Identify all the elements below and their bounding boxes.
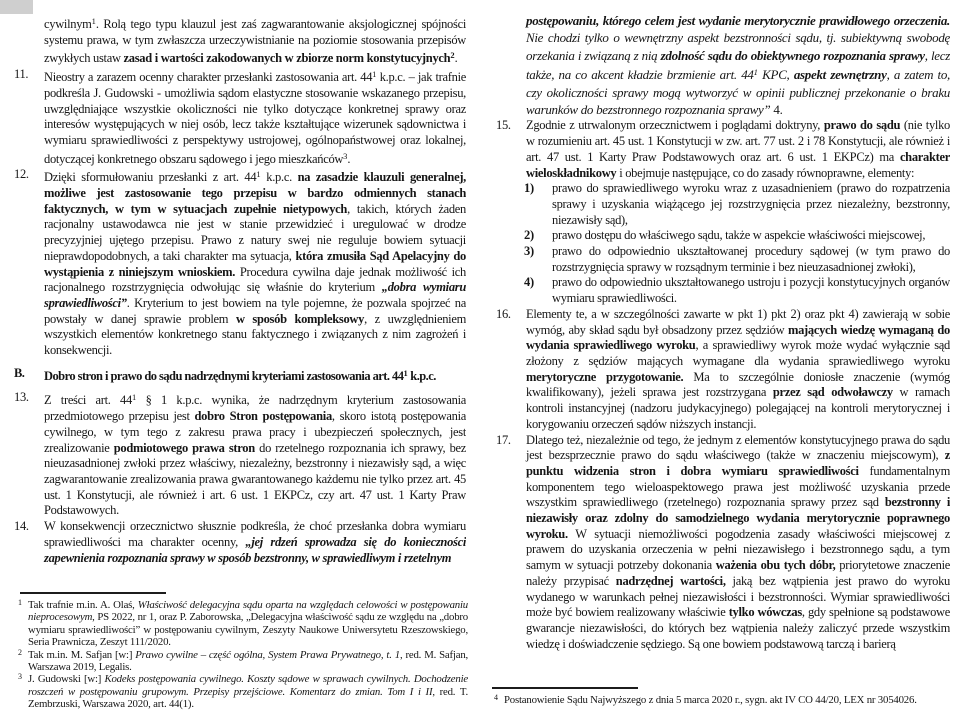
text-run: prawo do odpowiednio ukształtowanej procedury sądowej (w tym prawo do rozstrzygnięcia sprawy w rozsądnym terminie i bez nieuzasadnionej zwłoki), <box>552 244 950 274</box>
text-run: , red. T. Zembrzuski, Warszawa 2020, art. 44(1). <box>28 685 468 711</box>
paragraph-text <box>44 17 466 65</box>
paragraph <box>14 67 466 167</box>
footnote-text <box>28 673 468 710</box>
paragraph <box>496 275 950 306</box>
text-run: w ramach kontroli instancyjnej (nadzoru judykacyjnego) polegającej na kontroli merytorycznej i korygowaniu orzeczeń sądów niższych instancji. <box>526 385 950 431</box>
text-run: k.p.c. <box>407 368 436 383</box>
text-run: , PS 2022, nr 1, oraz P. Zaborowska, „Delegacyjna właściwość sądu ze względu na „dobro wymiaru sprawiedliwości” w postępowaniu cywilnym, Zeszyty Naukowe Uniwersytetu Rzeszowskiego, Seria Prawnicza, Zeszyt 111/2020. <box>28 611 468 649</box>
paragraph <box>496 181 950 228</box>
text-run: „jej rdzeń sprowadza się do konieczności zapewnienia rozpoznania sprawy w sposób bezstronny, w sprawiedliwym i rzetelnym <box>44 534 466 565</box>
text-run: Dlatego też, niezależnie od tego, że jednym z elementów konstytucyjnego prawa do sądu jest bezsprzecznie prawo do sądu właściwego (także w znaczeniu miejscowym), <box>526 432 950 463</box>
text-run: . Rolą tego typu klauzul jest zaś zagwarantowanie aksjologicznej spójności systemu prawa, w tym zwłaszcza urzeczywistnianie na poziomie stosowania przepisów zwykłych ustaw <box>44 17 466 66</box>
text-run: , skoro istotą postępowania cywilnego, w tym tego z zakresu prawa pracy i ubezpieczeń społecznych, jest zrealizowanie <box>44 409 466 455</box>
paragraph-number: 17. <box>496 432 511 447</box>
footnote <box>16 649 468 674</box>
footnote-marker: 4 <box>494 694 498 702</box>
text-run: 1 <box>91 16 96 26</box>
text-run: charakter wieloskładnikowy <box>526 149 950 180</box>
text-run: 2 <box>450 50 455 61</box>
text-run: merytoryczne przygotowanie. <box>526 369 684 384</box>
text-run: , takich, których żaden racjonalny ustawodawca nie jest w stanie przewidzieć i uregulować w drodze precyzyjniej ujętego przepisu. Prawo z natury swej nie reguluje bowiem sytuacji nieprawdopodobnych, a taki charakter ma sytuacja, <box>44 201 466 263</box>
paragraph-text <box>44 393 466 517</box>
text-run: Tak trafnie m.in. A. Olaś, <box>28 599 138 611</box>
paragraph-number: 13. <box>14 390 29 405</box>
paragraph-number: 4) <box>524 275 534 290</box>
text-run: 1 <box>256 169 261 180</box>
footnote <box>16 673 468 710</box>
text-run: Nie chodzi tylko o wewnętrzny aspekt bezstronności sądu, tj. subiektywną swobodę orzekania i związaną z nią <box>526 30 950 63</box>
text-run: w sposób kompleksowy <box>235 311 365 326</box>
text-run: zasad i wartości zakodowanych w zbiorze norm konstytucyjnych <box>123 51 451 66</box>
text-run: priorytetowe znaczenie należy przypisać <box>526 558 950 588</box>
text-column-left <box>14 14 466 592</box>
footnote-separator-right <box>492 687 638 689</box>
text-run: k.p.c. – jak trafnie podkreśla J. Gudowski - umożliwia sądom elastyczne stosowanie wskazanego przepisu, uwzględniające wszystkie okoliczności nie tylko dotyczące konkretnej sprawy oraz interesów występujących w niej osób, lecz także kształtujące wizerunek sądownictwa i wymiaru sprawiedliwości z perspektywy ustrojowej, ogólnopaństwowej oraz lokalnej, dotyczącej konkretnego obszaru sądowego i jego mieszkańców <box>44 70 466 166</box>
paragraph-text <box>552 181 950 226</box>
text-run: Zgodnie z utrwalonym orzecznictwem i poglądami doktryny, <box>526 118 824 133</box>
text-run: Elementy te, a w szczególności zawarte w pkt 1) pkt 2) oraz pkt 4) zawierają w sobie wymóg, aby skład sądu był obsadzony przez sędziów <box>526 306 950 337</box>
paragraph-text <box>526 13 950 117</box>
footnotes-left <box>16 599 468 715</box>
text-run: , lecz także, na co akcent kładzie brzmienie art. 44 <box>526 47 950 83</box>
footnotes-right <box>492 694 952 718</box>
paragraph-number: 2) <box>524 228 534 243</box>
text-run: postępowaniu, którego celem jest wydanie merytorycznie prawidłowego orzeczenia. <box>526 13 950 28</box>
text-run: , red. M. Safjan, Warszawa 2019, Legalis. <box>28 648 468 674</box>
text-run: J. Gudowski [w:] <box>28 673 105 686</box>
text-run: W konsekwencji orzecznictwo słusznie podkreśla, że choć przesłanka dobra wymiaru sprawiedliwości ma charakter ocenny, <box>44 519 466 549</box>
paragraph <box>496 433 950 653</box>
text-run: „dobra wymiaru sprawiedliwości” <box>44 280 466 310</box>
text-run: (nie tylko w rozumieniu art. 45 ust. 1 Konstytucji w zw. art. 77 ust. 2 i 78 Konstytucji, ale również i art. 47 ust. 1 Karty Praw Podstawowych oraz art. 6 ust. 1 EKPCz) ma <box>526 118 950 164</box>
text-run: przez sąd odwoławczy <box>772 385 893 400</box>
text-run: Właściwość delegacyjna sądu oparta na względach celowości w postępowaniu nieprocesowym <box>28 599 468 624</box>
text-run: , gdy spełnione są podstawowe gwarancje niezawisłości, do których bez wątpienia należy zaliczyć przede wszystkim wiedzę i doświadczenie sędziego. Są one bowiem podstawową tarczą i barierą <box>526 605 950 651</box>
paragraph <box>14 14 466 67</box>
text-run: fundamentalnym komponentem tego wieloaspektowego prawa jest możliwość uzyskania przede wszystkim sprawiedliwego (rzetelnego) rozpoznania sprawy przez sąd <box>526 463 950 510</box>
text-run: . <box>454 51 458 66</box>
text-run: prawo do sprawiedliwego wyroku wraz z uzasadnieniem (prawo do rozpatrzenia sprawy i uzyskania wiążącego jej rozstrzygnięcia przez niezależny, bezstronny, niezawisły sąd), <box>552 181 950 227</box>
paragraph-number: 1) <box>524 181 534 196</box>
footnote-separator-left <box>20 592 166 594</box>
text-run: . <box>347 151 351 166</box>
text-run: , a zatem to, czy okoliczności sprawy mogą wytworzyć w opinii publicznej przekonanie o braku warunków do bezstronnego rozpoznania sprawy” <box>526 67 950 118</box>
text-run: W sytuacji niemożliwości pogodzenia zasady właściwości miejscowej z prawem do uzyskania orzeczenia w pełni niezawisłego i bezstronnego sądu, a tym samym w sytuacji potrzeby dokonania <box>526 526 950 573</box>
footnote <box>16 599 468 649</box>
text-run: do rzetelnego rozpoznania ich sprawy, bez nieuzasadnionej zwłoki przez właściwy, niezależny, bezstronny i niezawisły sąd, a więc zagwarantowanie zrealizowania prawa gwarantowanego każdemu nie tylko przez art. 45 ust. 1 Konstytucji, ale również i art. 6 ust. 1 EKPCz, czy art. 47 ust. 1 Karty Praw Podstawowych. <box>44 440 466 518</box>
text-run: 1 <box>403 367 408 378</box>
text-run: Procedura cywilna daje jednak możliwość ich racjonalnego rozstrzygnięcia odwołując się właśnie do kryterium <box>44 264 466 295</box>
paragraph-text <box>552 244 950 274</box>
scan-artifact <box>0 0 33 14</box>
paragraph-number: B. <box>14 365 25 380</box>
section-heading <box>14 366 466 385</box>
text-run: Nieostry a zarazem ocenny charakter przesłanki zastosowania art. 44 <box>44 70 373 85</box>
text-run: dobro Stron postępowania <box>194 409 332 424</box>
paragraph <box>14 390 466 519</box>
paragraph-number: 11. <box>14 67 29 82</box>
text-run: § 1 k.p.c. wynika, że nadrzędnym kryterium zastosowania przedmiotowego przepisu jest <box>44 393 466 424</box>
paragraph <box>496 118 950 181</box>
text-run: która zmusiła Sąd Apelacyjny do wystąpienia z niniejszym wnioskiem. <box>44 248 466 279</box>
text-run: KPC, <box>757 67 794 83</box>
paragraph <box>496 244 950 275</box>
text-run: . Kryterium to jest bowiem na tyle pojemne, że pozwala spojrzeć na powstały w danej sprawie problem <box>44 295 466 326</box>
paragraph-text <box>526 433 950 651</box>
text-run: Kodeks postępowania cywilnego. Koszty sądowe w sprawach cywilnych. Dochodzenie roszczeń w postępowaniu grupowym. Przepisy przejściowe. Komentarz do zmian. Tom I i II <box>28 673 468 698</box>
paragraph-text <box>552 228 925 242</box>
text-run: Z treści art. 44 <box>44 393 132 408</box>
text-run: bezstronny i niezawisły oraz zdolny do samodzielnego wydania merytorycznie poprawnego wyroku. <box>526 495 950 541</box>
text-run: , z uwzględnieniem wszystkich elementów konkretnego stanu faktycznego i związanych z nim zagrożeń i konsekwencji. <box>44 311 466 358</box>
text-run: 4. <box>773 102 783 118</box>
text-run: aspekt zewnętrzny <box>793 67 887 83</box>
text-run: jaką bez wątpienia jest prawo do wyroku wydanego w warunkach pełnej niezawisłości i bezstronności. Wymiar sprawiedliwości może być bowiem realizowany właściwie <box>526 573 950 620</box>
paragraph-text <box>44 170 466 357</box>
footnote-text <box>504 694 917 706</box>
paragraph-number: 12. <box>14 167 29 182</box>
paragraph-number: 14. <box>14 519 29 534</box>
footnote-text <box>28 599 468 648</box>
text-run: Tak m.in. M. Safjan [w:] <box>28 648 136 661</box>
text-run: Postanowienie Sądu Najwyższego z dnia 5 marca 2020 r., sygn. akt IV CO 44/20, LEX nr 3054026. <box>504 694 917 706</box>
text-run: nadrzędnej wartości, <box>615 573 726 588</box>
text-run: i obejmuje następujące, co do zasady równoprawne, elementy: <box>616 165 915 180</box>
paragraph-text <box>44 70 466 166</box>
footnote-marker: 3 <box>18 672 22 682</box>
paragraph-number: 15. <box>496 118 511 133</box>
paragraph <box>496 307 950 433</box>
text-run: mających wiedzę wymaganą do wydania sprawiedliwego wyroku <box>526 322 950 353</box>
paragraph <box>496 228 950 244</box>
text-run: 1 <box>372 69 377 80</box>
text-run: Ma to szczególnie doniosłe znaczenie (wymóg kwalifikowany), jeżeli sprawa jest rozstrzygana <box>526 369 950 400</box>
paragraph-number: 3) <box>524 244 534 259</box>
footnote <box>492 694 952 706</box>
text-run: Prawo cywilne – część ogólna, System Prawa Prywatnego, t. 1 <box>135 648 400 661</box>
text-run: prawo do sądu <box>823 118 901 133</box>
footnote-marker: 2 <box>18 647 22 657</box>
text-run: ważenia obu tych dóbr, <box>715 558 836 573</box>
text-run: , a sprawiedliwy wyrok może wydać wyłącznie sąd złożony z sędziów mających wymagane dla wydania sprawiedliwego wyroku <box>526 338 950 368</box>
paragraph <box>496 12 950 118</box>
text-run: cywilnym <box>44 17 92 31</box>
text-run: zdolność sądu do obiektywnego rozpoznania sprawy <box>660 47 925 63</box>
paragraph-text <box>44 369 436 383</box>
text-run: Dzięki sformułowaniu przesłanki z art. 44 <box>44 170 257 185</box>
text-run: 1 <box>131 392 137 403</box>
text-run: podmiotowego prawa stron <box>113 440 255 455</box>
paragraph-number: 16. <box>496 306 511 321</box>
text-run: tylko wówczas <box>728 605 802 620</box>
paragraph-text <box>552 275 950 305</box>
paragraph <box>14 519 466 566</box>
paragraph <box>14 167 466 358</box>
text-run: prawo dostępu do właściwego sądu, także w aspekcie właściwości miejscowej, <box>552 228 926 243</box>
paragraph-text <box>526 307 950 431</box>
text-run: 3 <box>343 150 348 161</box>
text-column-right <box>496 12 950 686</box>
text-run: 1 <box>753 67 758 78</box>
text-run: Dobro stron i prawo do sądu nadrzędnymi kryteriami zastosowania art. 44 <box>44 368 404 383</box>
footnote-marker: 1 <box>18 599 22 607</box>
text-run: na zasadzie klauzuli generalnej, możliwe jest zastosowanie tego przepisu w bardzo odmiennych stanach faktycznych, w tym w sytuacjach zupełnie nietypowych <box>44 170 466 216</box>
paragraph-text <box>44 519 466 564</box>
text-run: z punktu widzenia stron i dobra wymiaru sprawiedliwości <box>526 448 950 478</box>
paragraph-text <box>526 118 950 179</box>
text-run: k.p.c. <box>260 170 298 185</box>
footnote-text <box>28 649 468 673</box>
text-run: prawo do odpowiednio ukształtowanego ustroju i pozycji konstytucyjnych organów wymiaru sprawiedliwości. <box>552 275 950 306</box>
